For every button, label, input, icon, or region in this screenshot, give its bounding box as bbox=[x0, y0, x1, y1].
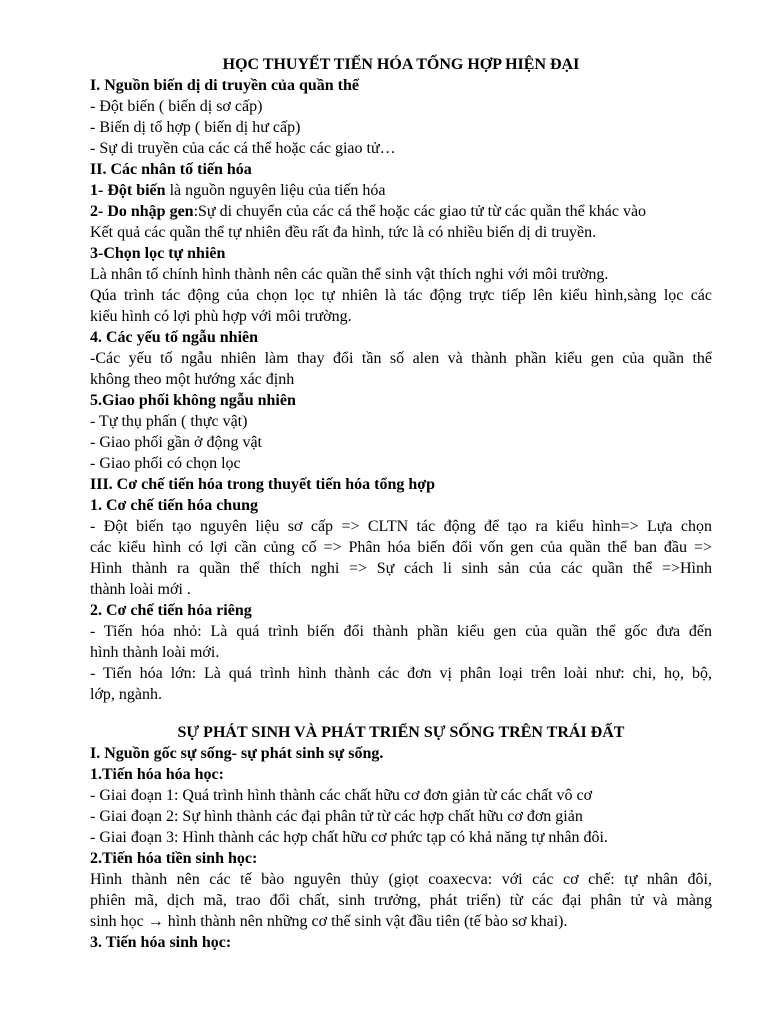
subsection-heading: 4. Các yếu tố ngẫu nhiên bbox=[90, 329, 259, 346]
paragraph-line: Hình thành ra quần thể thích nghi => Sự cách li sinh sản của các quần thể =>Hình bbox=[90, 560, 712, 577]
paragraph-line: kiểu hình có lợi phù hợp với môi trường. bbox=[90, 308, 352, 325]
paragraph-line bbox=[90, 180, 712, 201]
paragraph-line: - Tiến hóa nhỏ: Là quá trình biến đổi thành phần kiểu gen của quần thể gốc đưa đến bbox=[90, 623, 712, 640]
document-title: SỰ PHÁT SINH VÀ PHÁT TRIỂN SỰ SỐNG TRÊN TRÁI ĐẤT bbox=[177, 724, 625, 741]
document-title: HỌC THUYẾT TIẾN HÓA TỔNG HỢP HIỆN ĐẠI bbox=[222, 56, 580, 73]
subsection-heading: 1. Cơ chế tiến hóa chung bbox=[90, 497, 258, 514]
list-item: - Giai đoạn 3: Hình thành các hợp chất hữu cơ phức tạp có khả năng tự nhân đôi. bbox=[90, 829, 608, 846]
paragraph-line bbox=[90, 201, 712, 222]
paragraph-line: Qúa trình tác động của chọn lọc tự nhiên là tác động trực tiếp lên kiểu hình,sàng lọc các bbox=[90, 287, 712, 304]
paragraph-line: phiên mã, dịch mã, trao đổi chất, sinh trưởng, phát triển) từ các đại phân tử và màng bbox=[90, 892, 712, 909]
paragraph-line: Hình thành nên các tế bào nguyên thủy (giọt coaxecva: với các cơ chế: tự nhân đôi, bbox=[90, 871, 712, 888]
subsection-heading: 1.Tiến hóa hóa học: bbox=[90, 766, 224, 783]
paragraph-line: Là nhân tố chính hình thành nên các quần thể sinh vật thích nghi với môi trường. bbox=[90, 266, 609, 283]
paragraph-line: Kết quả các quần thể tự nhiên đều rất đa hình, tức là có nhiều biến dị di truyền. bbox=[90, 224, 597, 241]
list-item: - Tự thụ phấn ( thực vật) bbox=[90, 413, 248, 430]
list-item: - Giao phối có chọn lọc bbox=[90, 455, 241, 472]
list-item: - Sự di truyền của các cá thể hoặc các giao tử… bbox=[90, 140, 396, 157]
subsection-heading: 3-Chọn lọc tự nhiên bbox=[90, 245, 226, 262]
paragraph-line: - Tiến hóa lớn: Là quá trình hình thành các đơn vị phân loại trên loài như: chi, họ, bộ, bbox=[90, 665, 712, 682]
subsection-heading: 5.Giao phối không ngẫu nhiên bbox=[90, 392, 296, 409]
paragraph-line: hình thành loài mới. bbox=[90, 644, 220, 661]
paragraph-line: - Đột biến tạo nguyên liệu sơ cấp => CLTN tác động để tạo ra kiểu hình=> Lựa chọn bbox=[90, 518, 712, 535]
list-item: - Giai đoạn 2: Sự hình thành các đại phân tử từ các hợp chất hữu cơ đơn giản bbox=[90, 808, 583, 825]
paragraph-line: không theo một hướng xác định bbox=[90, 371, 295, 388]
paragraph-line: các kiểu hình có lợi cần củng cố => Phân hóa biến đổi vốn gen của quần thể ban đầu => bbox=[90, 539, 712, 556]
inline-text: :Sự di chuyển của các cá thể hoặc các giao tử từ các quần thể khác vào bbox=[193, 203, 647, 220]
list-item: - Đột biến ( biến dị sơ cấp) bbox=[90, 98, 263, 115]
inline-text: là nguồn nguyên liệu của tiến hóa bbox=[165, 182, 386, 199]
paragraph-line: sinh học → hình thành nên những cơ thể sinh vật đầu tiên (tế bào sơ khai). bbox=[90, 913, 568, 930]
subsection-heading: 2.Tiến hóa tiền sinh học: bbox=[90, 850, 258, 867]
paragraph-line: lớp, ngành. bbox=[90, 686, 163, 703]
section-heading: III. Cơ chế tiến hóa trong thuyết tiến hóa tổng hợp bbox=[90, 476, 436, 493]
subsection-heading: 3. Tiến hóa sinh học: bbox=[90, 934, 232, 951]
inline-heading: 1- Đột biến bbox=[90, 182, 166, 199]
paragraph-line: -Các yếu tố ngẫu nhiên làm thay đổi tần số alen và thành phần kiểu gen của quần thể bbox=[90, 350, 712, 367]
section-heading: I. Nguồn gốc sự sống- sự phát sinh sự sống. bbox=[90, 745, 384, 762]
list-item: - Giai đoạn 1: Quá trình hình thành các chất hữu cơ đơn giản từ các chất vô cơ bbox=[90, 787, 593, 804]
paragraph-line: thành loài mới . bbox=[90, 581, 191, 598]
subsection-heading: 2. Cơ chế tiến hóa riêng bbox=[90, 602, 252, 619]
list-item: - Giao phối gần ở động vật bbox=[90, 434, 262, 451]
section-heading: I. Nguồn biến dị di truyền của quần thể bbox=[90, 77, 359, 94]
inline-heading: 2- Do nhập gen bbox=[90, 203, 194, 220]
list-item: - Biến dị tổ hợp ( biến dị hư cấp) bbox=[90, 119, 301, 136]
section-heading: II. Các nhân tố tiến hóa bbox=[90, 161, 252, 178]
